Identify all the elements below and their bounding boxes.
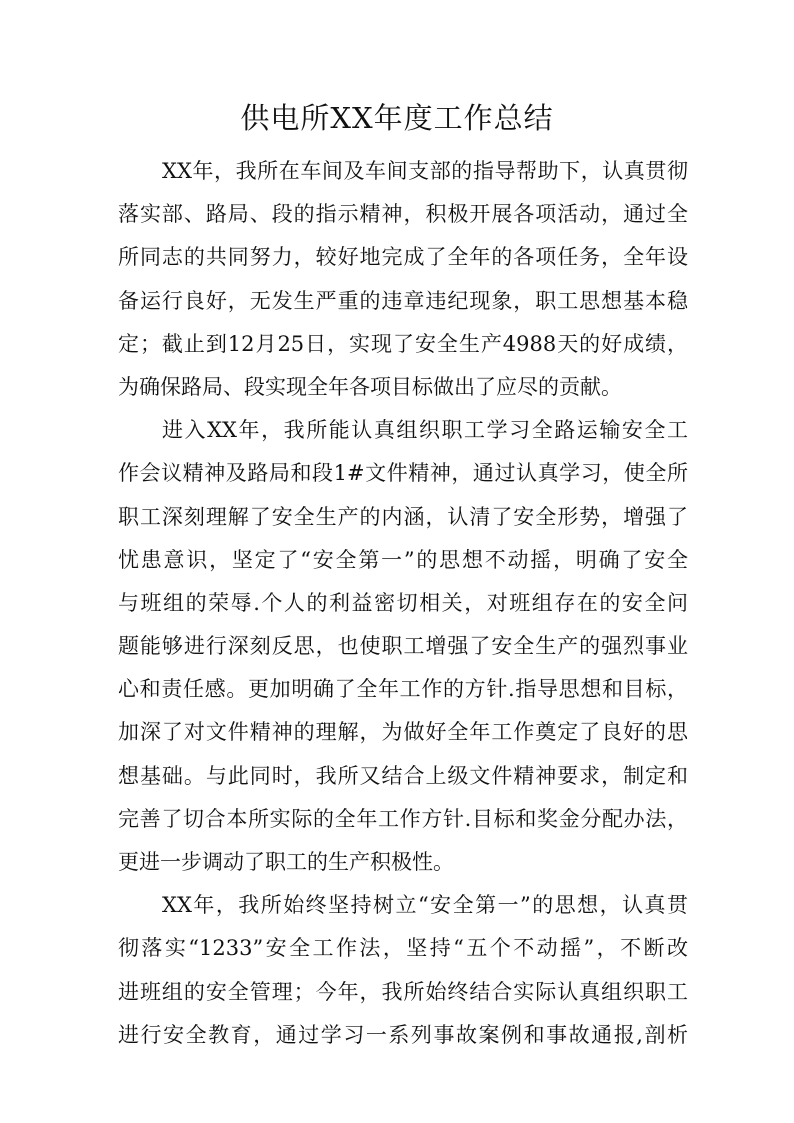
text-line: 加深了对文件精神的理解，为做好全年工作奠定了良好的思 <box>118 720 688 745</box>
text-line: 定；截止到12月25日，实现了安全生产4988天的好成绩， <box>118 331 688 356</box>
text-line: XX年，我所始终坚持树立“安全第一”的思想，认真贯 <box>162 893 688 918</box>
text-line: 所同志的共同努力，较好地完成了全年的各项任务，全年设 <box>118 245 688 270</box>
text-line: 职工深刻理解了安全生产的内涵，认清了安全形势，增强了 <box>118 504 688 529</box>
text-line: 彻落实“1233”安全工作法，坚持“五个不动摇”，不断改 <box>118 936 688 961</box>
text-line: 忧患意识，坚定了“安全第一”的思想不动摇，明确了安全 <box>118 547 688 572</box>
text-line: 作会议精神及路局和段1#文件精神，通过认真学习，使全所 <box>118 461 688 486</box>
paragraph-2 <box>118 409 688 884</box>
text-line: 心和责任感。更加明确了全年工作的方针.指导思想和目标， <box>118 677 688 702</box>
text-line: 完善了切合本所实际的全年工作方针.目标和奖金分配办法， <box>118 806 688 831</box>
text-line: 进班组的安全管理；今年，我所始终结合实际认真组织职工 <box>118 979 688 1004</box>
text-line: 为确保路局、段实现全年各项目标做出了应尽的贡献。 <box>118 374 622 399</box>
text-line: 落实部、路局、段的指示精神，积极开展各项活动，通过全 <box>118 202 688 227</box>
text-line: 更进一步调动了职工的生产积极性。 <box>118 850 454 874</box>
text-line: 与班组的荣辱.个人的利益密切相关，对班组存在的安全问 <box>118 590 688 615</box>
text-line: 进入XX年，我所能认真组织职工学习全路运输安全工 <box>162 418 688 443</box>
text-line: 想基础。与此同时，我所又结合上级文件精神要求，制定和 <box>118 763 688 788</box>
text-line: 进行安全教育，通过学习一系列事故案例和事故通报,剖析 <box>118 1022 688 1047</box>
text-line: 备运行良好，无发生严重的违章违纪现象，职工思想基本稳 <box>118 288 688 313</box>
document-body <box>118 150 688 1057</box>
text-line: 题能够进行深刻反思，也使职工增强了安全生产的强烈事业 <box>118 634 688 659</box>
text-line: XX年，我所在车间及车间支部的指导帮助下，认真贯彻 <box>162 159 688 183</box>
paragraph-3 <box>118 884 688 1057</box>
document-title: 供电所XX年度工作总结 <box>240 101 554 135</box>
paragraph-1 <box>118 150 688 409</box>
